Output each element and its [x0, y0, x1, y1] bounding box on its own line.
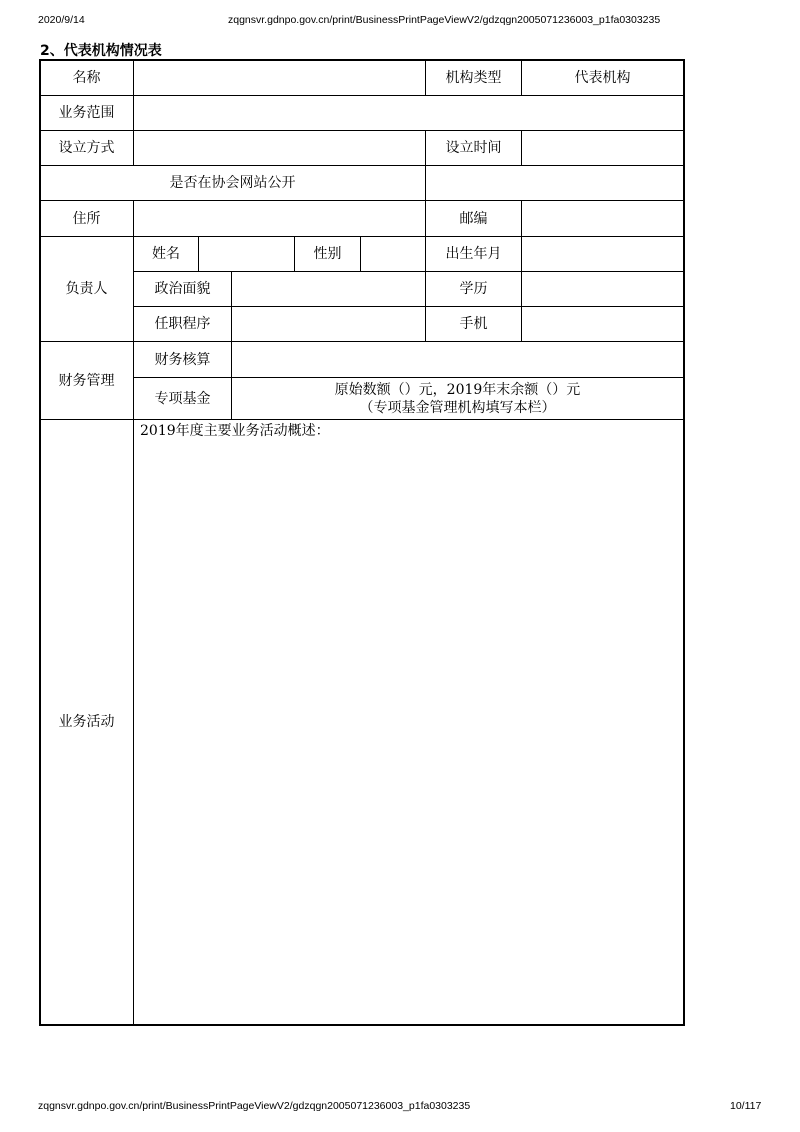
education-label: 学历	[459, 281, 488, 297]
table-border-right	[683, 59, 685, 1026]
activity-summary-heading: 2019年度主要业务活动概述：	[140, 423, 330, 439]
accounting-field[interactable]	[232, 342, 683, 377]
name-field[interactable]	[134, 60, 425, 95]
name-label: 名称	[72, 69, 101, 86]
page-number: 10/117	[730, 1100, 762, 1112]
setup-time-field[interactable]	[522, 131, 683, 165]
special-fund-label: 专项基金	[154, 390, 211, 407]
birth-label: 出生年月	[445, 246, 502, 262]
special-fund-note-text: （专项基金管理机构填写本栏）	[359, 399, 556, 416]
political-status-label: 政治面貌	[154, 281, 211, 297]
mobile-field[interactable]	[522, 307, 683, 341]
scope-label: 业务范围	[58, 105, 115, 121]
person-in-charge-label: 负责人	[65, 281, 108, 297]
print-date: 2020/9/14	[38, 14, 85, 26]
gender-label: 性别	[313, 246, 342, 262]
education-field[interactable]	[522, 272, 683, 306]
setup-time-label: 设立时间	[445, 140, 502, 156]
special-fund-field[interactable]	[232, 378, 683, 419]
special-fund-amounts-text: 原始数额（）元，2019年末余额（）元	[334, 381, 581, 398]
scope-field[interactable]	[134, 96, 683, 130]
person-name-label: 姓名	[152, 246, 180, 262]
table-border-bottom	[39, 1024, 685, 1026]
mobile-label: 手机	[459, 316, 488, 332]
person-name-field[interactable]	[199, 237, 294, 271]
accounting-label: 财务核算	[154, 351, 211, 368]
print-url-footer: zqgnsvr.gdnpo.gov.cn/print/BusinessPrintPageViewV2/gdzqgn2005071236003_p1fa0303235	[38, 1100, 471, 1112]
business-activity-field[interactable]	[134, 420, 683, 1024]
business-activity-label: 业务活动	[58, 714, 115, 730]
birth-field[interactable]	[522, 237, 683, 271]
appointment-procedure-label: 任职程序	[154, 316, 211, 332]
postcode-field[interactable]	[522, 201, 683, 236]
address-label: 住所	[72, 210, 101, 227]
gender-field[interactable]	[361, 237, 425, 271]
website-public-label: 是否在协会网站公开	[169, 175, 296, 191]
setup-method-field[interactable]	[134, 131, 425, 165]
address-field[interactable]	[134, 201, 425, 236]
finance-management-label: 财务管理	[58, 372, 115, 389]
political-status-field[interactable]	[232, 272, 425, 306]
print-url-header: zqgnsvr.gdnpo.gov.cn/print/BusinessPrintPageViewV2/gdzqgn2005071236003_p1fa0303235	[228, 14, 661, 26]
org-type-label: 机构类型	[445, 69, 502, 86]
postcode-label: 邮编	[459, 210, 488, 227]
setup-method-label: 设立方式	[58, 140, 115, 156]
org-type-value[interactable]: 代表机构	[574, 69, 631, 86]
website-public-field[interactable]	[426, 166, 683, 200]
appointment-procedure-field[interactable]	[232, 307, 425, 341]
section-title: 2、代表机构情况表	[40, 43, 162, 59]
